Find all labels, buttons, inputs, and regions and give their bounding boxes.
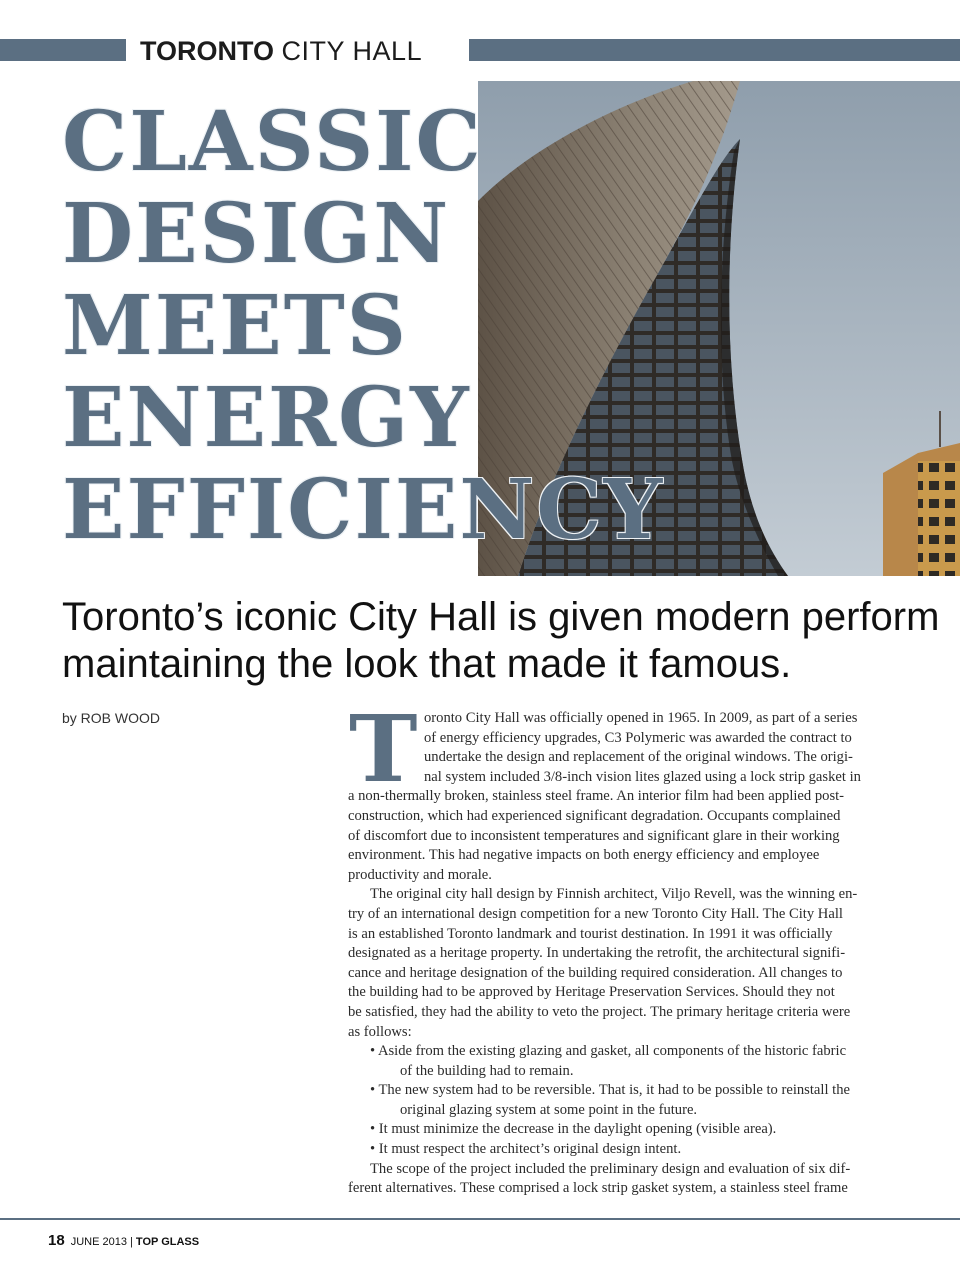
section-bar-left: [0, 39, 126, 61]
folio: [48, 1232, 199, 1250]
section-bar-right: [469, 39, 960, 61]
drop-cap: T: [349, 695, 418, 803]
body-line: ferent alternatives. These comprised a lock strip gasket system, a stainless steel frame: [348, 1180, 848, 1197]
body-line: be satisfied, they had the ability to veto the project. The primary heritage criteria were: [348, 1003, 851, 1020]
body-line: • It must respect the architect’s original design intent.: [370, 1141, 682, 1158]
article-lines: [348, 695, 908, 1199]
byline: by ROB WOOD: [62, 710, 161, 726]
section-title-bold: TORONTO: [140, 36, 275, 66]
deck: [62, 594, 960, 688]
body-line: The scope of the project included the preliminary design and evaluation of six dif-: [370, 1160, 851, 1177]
headline-line: EFFICIENCY: [62, 462, 665, 558]
body-line: • The new system had to be reversible. That is, it had to be possible to reinstall the: [370, 1082, 850, 1099]
deck-line: maintaining the look that made it famous.: [62, 642, 792, 686]
section-title-light: CITY HALL: [281, 36, 423, 66]
body-line: try of an international design competition for a new Toronto City Hall. The City Hall: [348, 905, 843, 922]
body-line: original glazing system at some point in the future.: [400, 1101, 698, 1118]
body-line: • Aside from the existing glazing and gasket, all components of the historic fabric: [370, 1043, 847, 1060]
body-line: oronto City Hall was officially opened in 1965. In 2009, as part of a series: [424, 710, 858, 726]
body-line: of the building had to remain.: [400, 1062, 574, 1079]
body-line: productivity and morale.: [348, 866, 492, 883]
body-line: as follows:: [348, 1023, 412, 1040]
headline-line: ENERGY: [62, 370, 471, 466]
section-title: [140, 33, 422, 69]
headline-line: DESIGN: [62, 186, 451, 282]
body-line: • It must minimize the decrease in the daylight opening (visible area).: [370, 1121, 777, 1138]
page-number: 18: [48, 1232, 65, 1249]
issue-date: JUNE 2013 |: [70, 1236, 136, 1248]
article-body: [348, 695, 908, 1199]
body-line: the building had to be approved by Heritage Preservation Services. Should they not: [348, 984, 835, 1001]
body-line: environment. This had negative impacts on both energy efficiency and employee: [348, 847, 820, 864]
body-line: a non-thermally broken, stainless steel frame. An interior film had been applied post-: [348, 788, 845, 805]
body-line: cance and heritage designation of the building required consideration. All changes to: [348, 964, 843, 981]
deck-line: Toronto’s iconic City Hall is given modern perform: [62, 595, 940, 639]
headline: [62, 96, 682, 556]
headline-line: CLASSIC: [62, 94, 483, 190]
body-line: undertake the design and replacement of the original windows. The origi-: [424, 749, 853, 766]
footer-rule: [0, 1218, 960, 1220]
body-line: of discomfort due to inconsistent temperatures and significant glare in their working: [348, 827, 840, 844]
body-line: designated as a heritage property. In undertaking the retrofit, the architectural signifi-: [348, 945, 846, 962]
body-line: is an established Toronto landmark and tourist destination. In 1991 it was officially: [348, 925, 833, 942]
publication-name: TOP GLASS: [135, 1236, 200, 1248]
body-line: of energy efficiency upgrades, C3 Polymeric was awarded the contract to: [424, 729, 852, 746]
body-line: construction, which had experienced significant degradation. Occupants complained: [348, 807, 841, 824]
body-line: nal system included 3/8-inch vision lites glazed using a lock strip gasket in: [424, 768, 861, 785]
body-line: The original city hall design by Finnish architect, Viljo Revell, was the winning en-: [370, 886, 858, 903]
headline-line: MEETS: [62, 278, 409, 374]
